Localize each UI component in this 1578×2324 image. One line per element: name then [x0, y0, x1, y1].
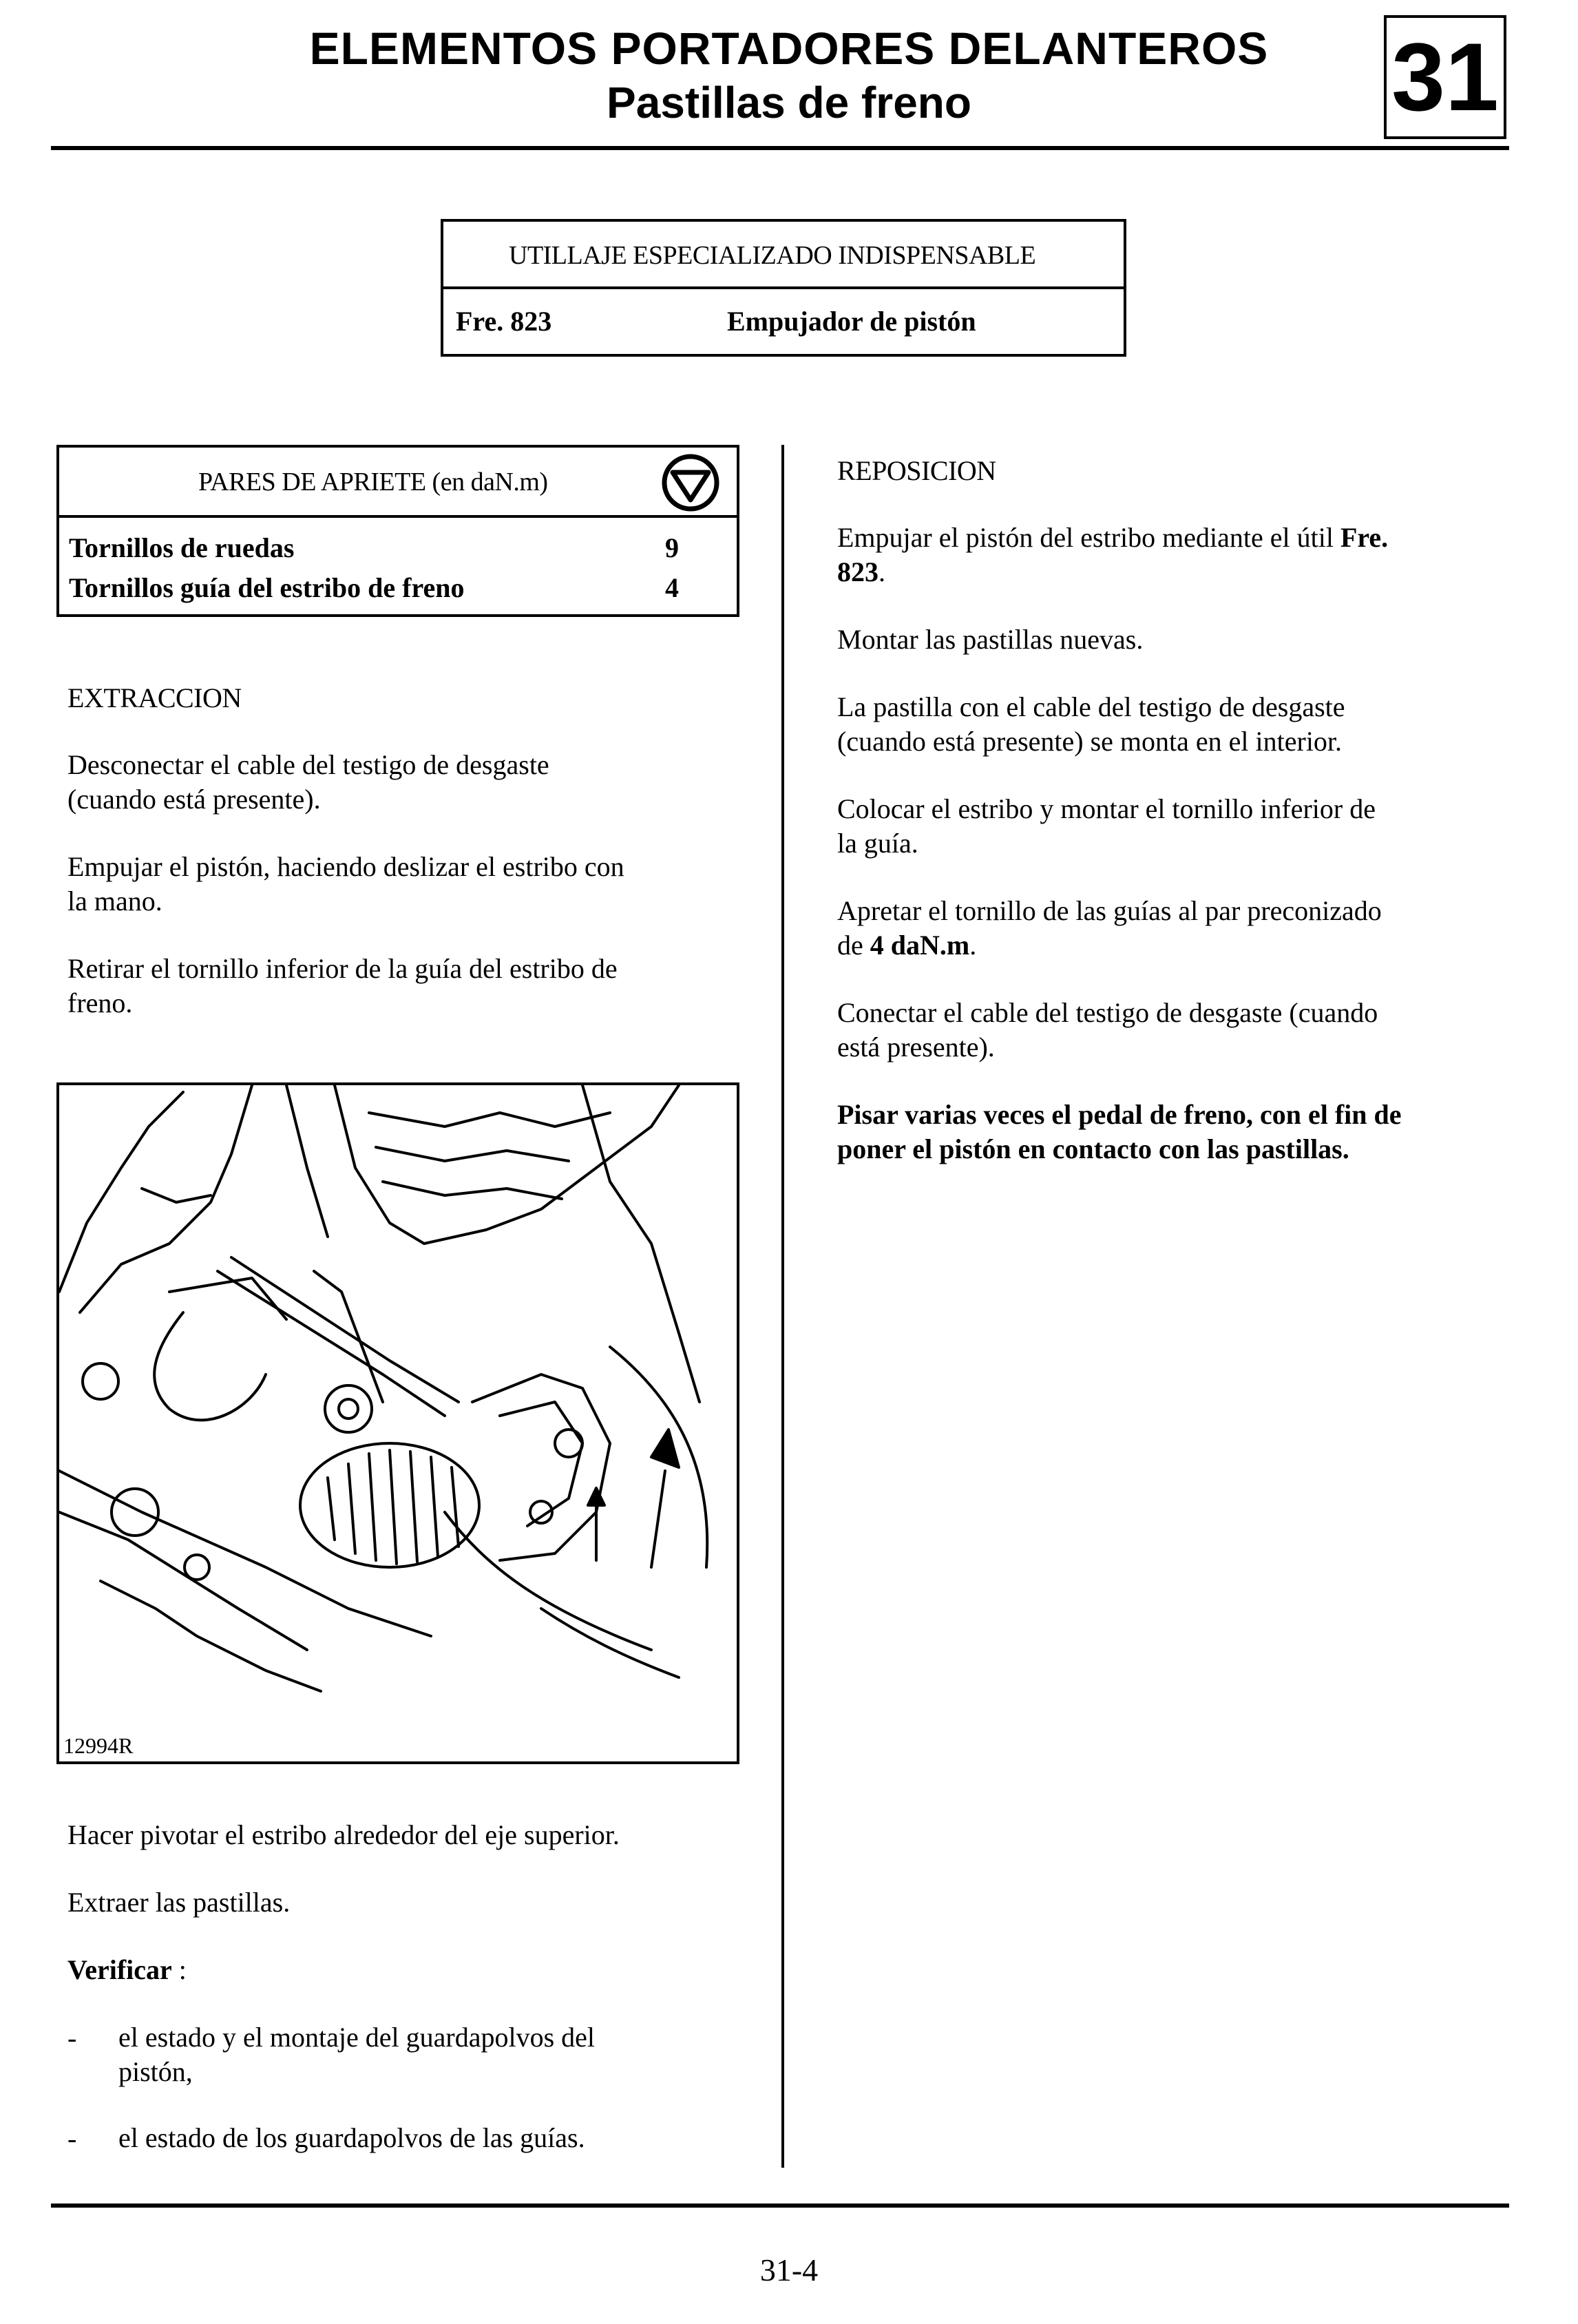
verify-label: Verificar	[67, 1954, 172, 1985]
column-divider	[781, 445, 784, 2168]
torque-row-label: Tornillos guía del estribo de freno	[69, 572, 465, 603]
text-span: .	[969, 930, 977, 961]
special-tools-heading: UTILLAJE ESPECIALIZADO INDISPENSABLE	[443, 222, 1124, 289]
list-item: el estado de los guardapolvos de las guías.	[118, 2122, 585, 2153]
header-rule	[51, 146, 1509, 150]
text-line: la mano.	[67, 886, 162, 917]
text-line: Conectar el cable del testigo de desgaste (cuando	[837, 997, 1378, 1028]
page-number: 31-4	[759, 2252, 819, 2288]
text-line: Retirar el tornillo inferior de la guía del estribo de	[67, 953, 618, 984]
tool-name: Empujador de pistón	[727, 306, 976, 337]
torque-table	[56, 445, 739, 617]
list-item	[118, 2020, 595, 2089]
text-line: (cuando está presente) se monta en el interior.	[837, 726, 1343, 757]
instruction-paragraph: Extraer las pastillas.	[67, 1887, 291, 1918]
torque-wrench-icon	[661, 453, 720, 512]
torque-row-label: Tornillos de ruedas	[69, 532, 295, 563]
footer-rule	[51, 2203, 1509, 2208]
text-line: Apretar el tornillo de las guías al par preconizado	[837, 895, 1382, 926]
tool-reference: Fre.	[1340, 522, 1389, 553]
torque-row-value: 9	[665, 532, 679, 563]
reposicion-important-note	[837, 1098, 1402, 1166]
text-span: de	[837, 930, 870, 961]
reposicion-paragraph	[837, 690, 1345, 759]
page-title: ELEMENTOS PORTADORES DELANTEROS	[309, 23, 1269, 74]
extraccion-heading: EXTRACCION	[67, 682, 242, 713]
extraccion-paragraph	[67, 850, 624, 919]
extraccion-paragraph	[67, 748, 549, 817]
reposicion-paragraph	[837, 792, 1376, 861]
list-bullet: -	[67, 2123, 77, 2154]
text-line: está presente).	[837, 1032, 995, 1062]
list-bullet: -	[67, 2022, 77, 2053]
text-span: .	[879, 556, 885, 587]
text-line: la guía.	[837, 828, 918, 859]
brake-caliper-drawing	[59, 1085, 737, 1761]
special-tools-table	[441, 219, 1126, 357]
extraccion-paragraph	[67, 952, 618, 1020]
reposicion-paragraph	[837, 996, 1378, 1065]
text-line: poner el pistón en contacto con las pastillas.	[837, 1133, 1349, 1164]
torque-row-value: 4	[665, 572, 679, 603]
text-line	[837, 928, 1382, 963]
reposicion-paragraph	[837, 894, 1382, 963]
technical-illustration	[56, 1082, 739, 1764]
section-number-box	[1384, 15, 1506, 139]
torque-table-header	[59, 448, 737, 518]
text-line	[837, 555, 1388, 589]
text-line: Colocar el estribo y montar el tornillo inferior de	[837, 793, 1376, 824]
torque-value: 4 daN.m	[870, 930, 970, 961]
verify-colon: :	[171, 1954, 187, 1985]
text-line: pistón,	[118, 2056, 193, 2087]
verify-line	[67, 1953, 187, 1987]
text-line: freno.	[67, 987, 133, 1018]
reposicion-paragraph: Montar las pastillas nuevas.	[837, 624, 1144, 655]
text-line: (cuando está presente).	[67, 784, 321, 815]
text-span: Empujar el pistón del estribo mediante el útil	[837, 522, 1340, 553]
special-tools-row	[443, 289, 1124, 354]
section-number: 31	[1391, 23, 1499, 131]
text-line: Pisar varias veces el pedal de freno, con el fin de	[837, 1099, 1402, 1130]
text-line	[837, 521, 1388, 555]
text-line: el estado y el montaje del guardapolvos del	[118, 2022, 596, 2053]
instruction-paragraph: Hacer pivotar el estribo alrededor del eje superior.	[67, 1819, 620, 1850]
tool-reference: 823	[837, 556, 879, 587]
text-line: La pastilla con el cable del testigo de desgaste	[837, 691, 1345, 722]
reposicion-heading: REPOSICION	[837, 455, 996, 486]
page-subtitle: Pastillas de freno	[607, 78, 971, 127]
torque-heading: PARES DE APRIETE (en daN.m)	[198, 468, 548, 496]
reposicion-paragraph	[837, 521, 1388, 589]
figure-label: 12994R	[63, 1733, 134, 1758]
text-line: Empujar el pistón, haciendo deslizar el estribo con	[67, 851, 624, 882]
tool-code: Fre. 823	[456, 306, 552, 337]
text-line: Desconectar el cable del testigo de desgaste	[67, 749, 549, 780]
